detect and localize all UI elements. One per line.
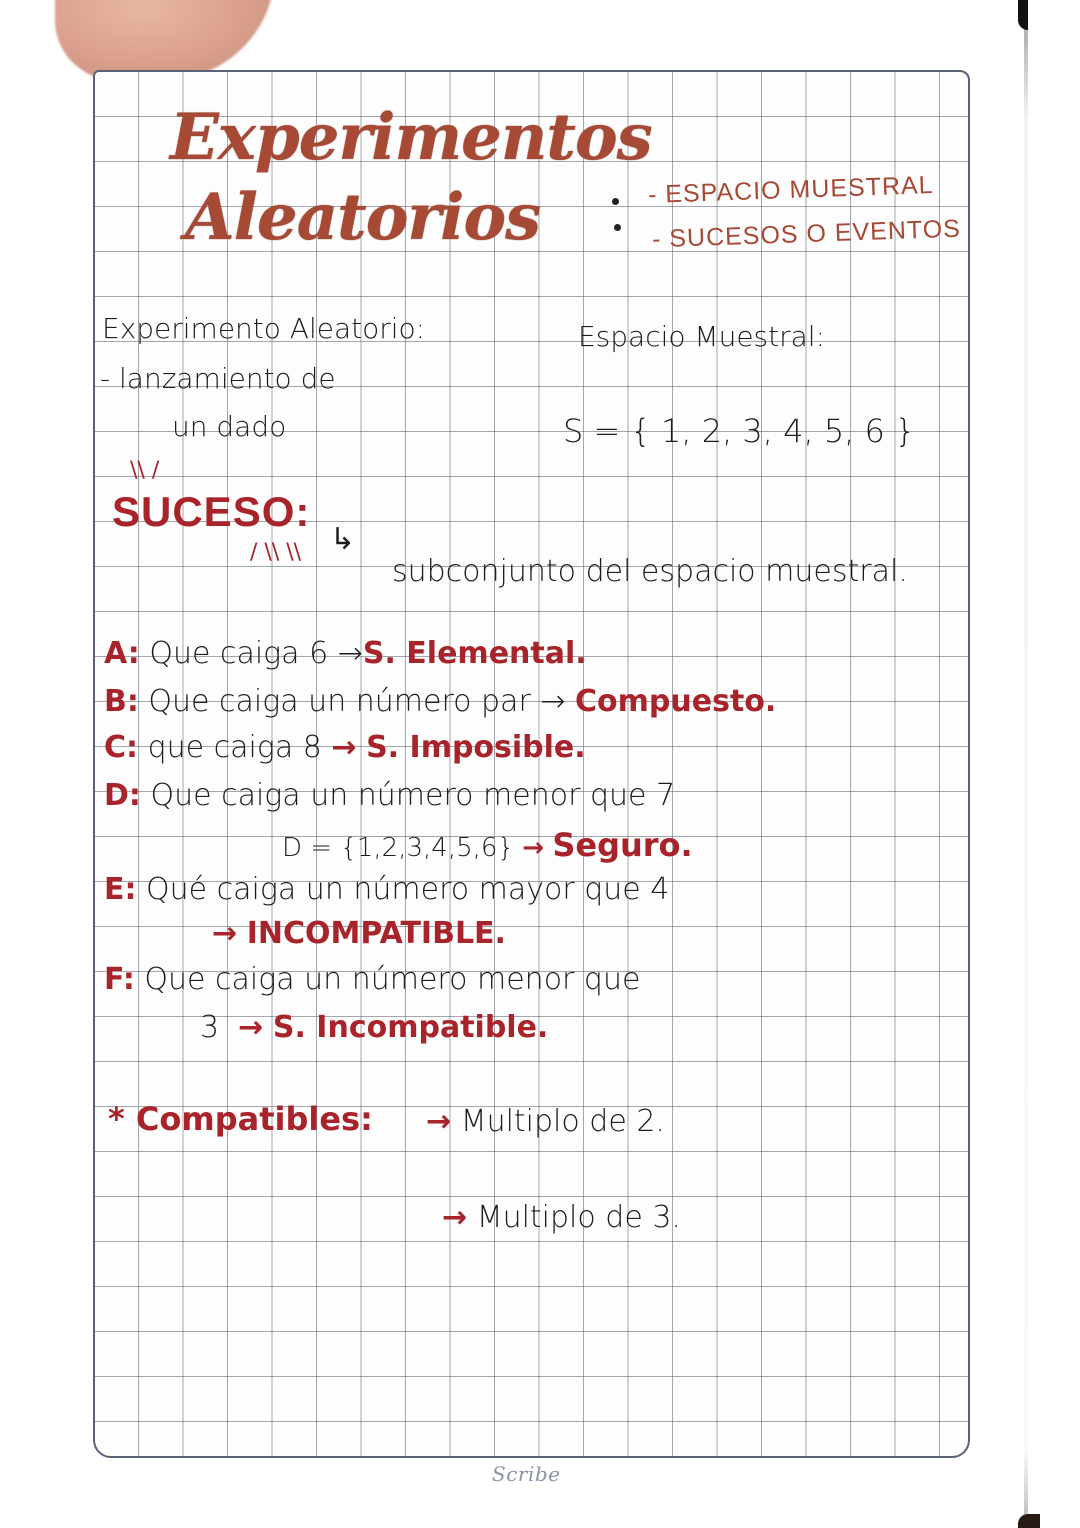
event-e [104,872,669,907]
event-text: que caiga 8 [147,730,322,765]
compatible-item-2 [442,1200,681,1235]
notebook-corner-top [1018,0,1028,30]
event-type: Compuesto. [575,684,777,719]
experiment-example-line-1: - lanzamiento de [100,362,336,395]
event-b [104,684,776,719]
event-type: S. Incompatible. [272,1010,549,1045]
notebook-edge [1024,0,1028,1528]
compatibles-label: * Compatibles: [108,1100,373,1138]
event-type: Seguro. [552,826,693,864]
event-type: S. Imposible. [366,730,586,765]
emphasis-marks-2: / \\ \\ [250,540,302,565]
event-text: Que caiga un número menor que [144,962,641,997]
event-text: Qué caiga un número mayor que 4 [146,872,670,907]
event-f-type [200,1010,548,1045]
event-d-set [282,826,693,864]
title-line-2: Aleatorios [185,180,541,255]
event-c [104,730,586,765]
emphasis-marks-1: \\ / [130,458,160,483]
event-letter: B: [104,684,139,719]
event-letter: A: [104,636,140,671]
event-e-type [212,916,506,951]
suceso-heading: SUCESO: [112,488,311,535]
arrow-icon: → [238,1010,264,1045]
arrow-icon: → [540,684,566,719]
brand-mark: Scribe [492,1462,561,1486]
event-type: S. Elemental. [362,636,587,671]
arrow-icon: → [337,636,363,671]
topic-sucesos-eventos: - SUCESOS O EVENTOS [651,214,962,254]
arrow-icon: → [331,730,357,765]
event-set: D = {1,2,3,4,5,6} [282,833,514,863]
title-line-1: Experimentos [170,100,652,175]
event-text: Que caiga un número par [148,684,531,719]
compatible-text: Multiplo de 3. [476,1200,681,1235]
event-f [104,962,640,997]
arrow-icon: → [522,833,545,863]
event-letter: D: [104,778,141,813]
compatible-item-1 [426,1104,665,1139]
event-a [104,636,587,671]
event-type: INCOMPATIBLE. [246,916,506,951]
suceso-definition: subconjunto del espacio muestral. [392,554,908,589]
sample-space-label: Espacio Muestral: [578,320,825,353]
topic-espacio-muestral: - ESPACIO MUESTRAL [647,171,935,209]
compatible-text: Multiplo de 2. [460,1104,665,1139]
event-letter: F: [104,962,135,997]
event-letter: C: [104,730,139,765]
suceso-arrow: ↳ [330,522,356,557]
event-text: Que caiga un número menor que 7 [150,778,676,813]
notebook-corner-bottom [1018,1514,1040,1528]
event-letter: E: [104,872,137,907]
event-text-cont: 3 [200,1010,220,1045]
thumb-finger [55,0,275,80]
arrow-icon: → [442,1200,468,1235]
event-d [104,778,675,813]
event-text: Que caiga 6 [149,636,329,671]
arrow-icon: → [426,1104,452,1139]
experiment-label: Experimento Aleatorio: [102,312,426,345]
sample-space-set: S = { 1, 2, 3, 4, 5, 6 } [563,412,916,450]
experiment-example-line-2: un dado [172,410,287,443]
arrow-icon: → [212,916,238,951]
